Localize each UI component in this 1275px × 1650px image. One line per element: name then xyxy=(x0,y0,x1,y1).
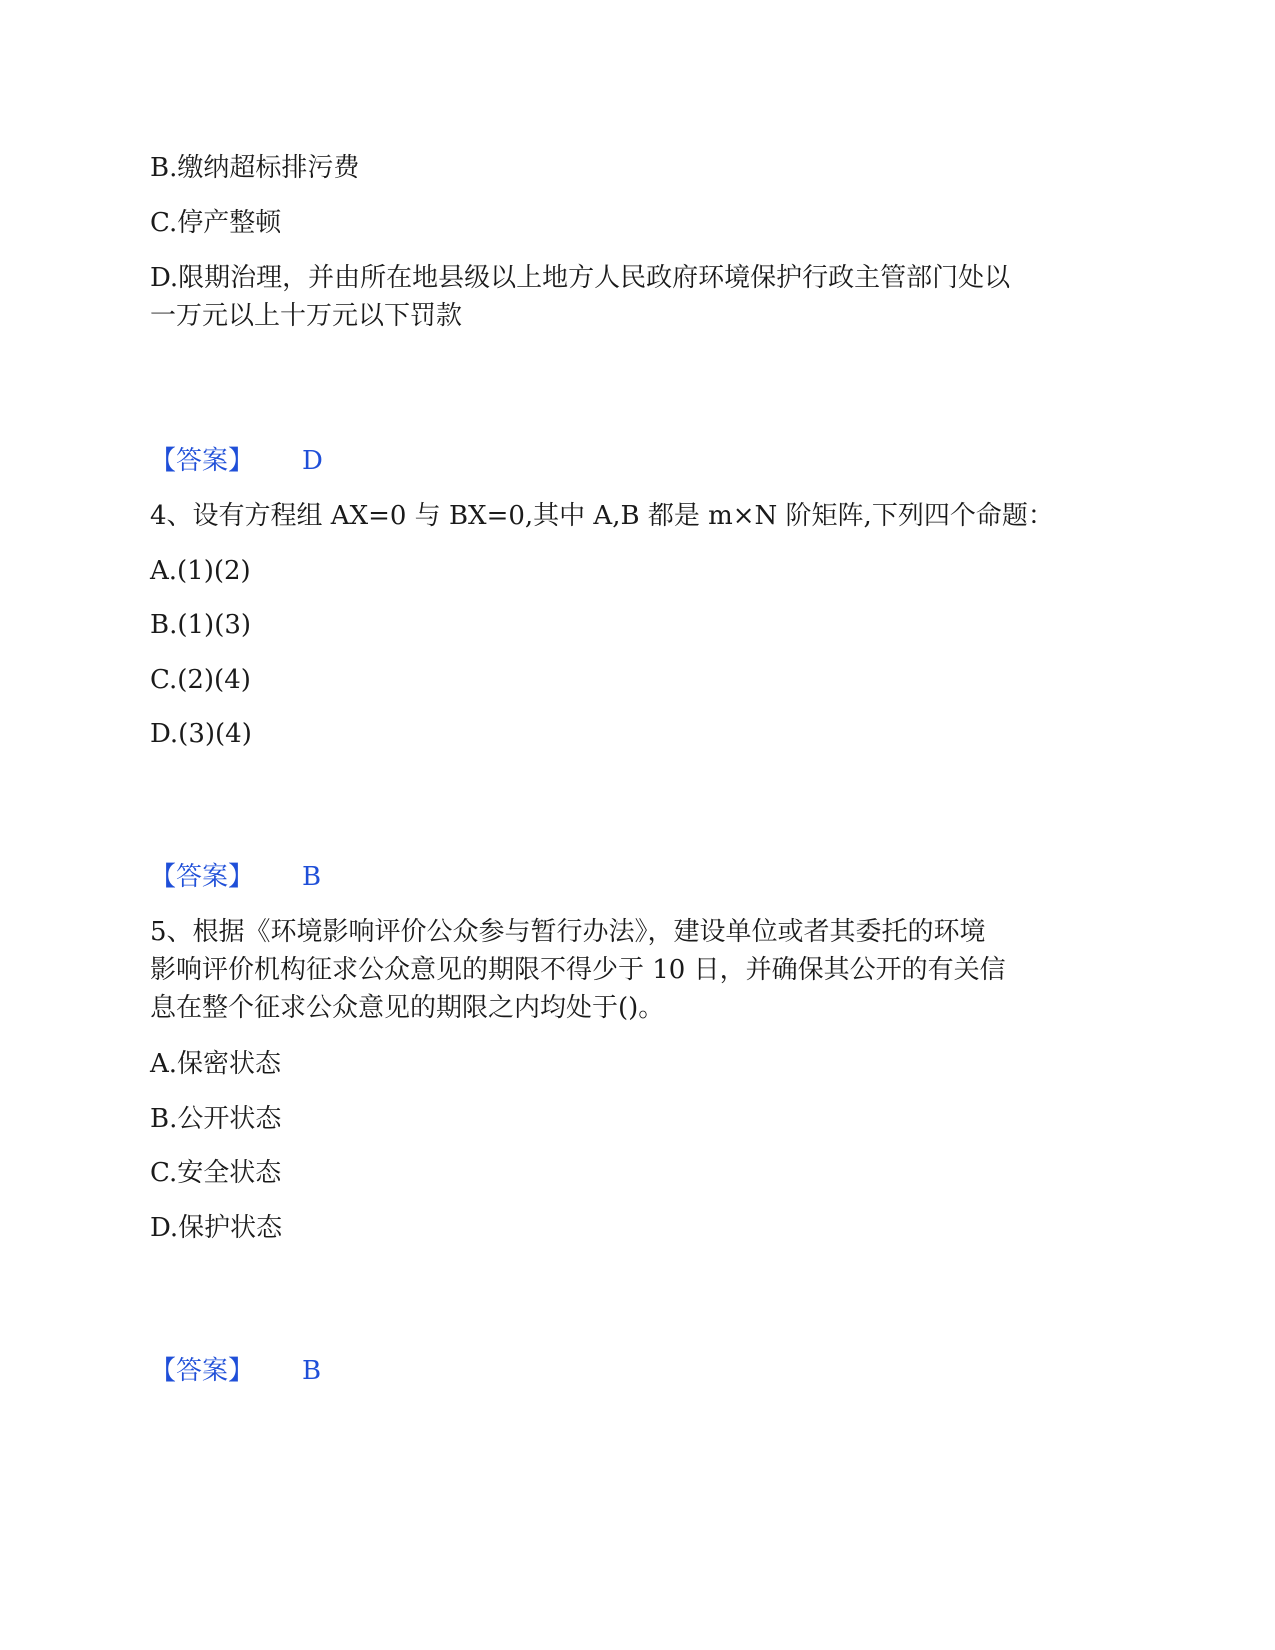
q3-answer xyxy=(150,441,323,481)
answer-label: 【答案】 xyxy=(150,862,255,892)
q5-option-c: C.安全状态 xyxy=(150,1158,282,1188)
q5-option-b: B.公开状态 xyxy=(150,1104,282,1134)
q4-option-c: C.(2)(4) xyxy=(150,665,251,695)
answer-value: B xyxy=(302,862,322,892)
answer-label: 【答案】 xyxy=(150,1356,255,1386)
q5-option-d: D.保护状态 xyxy=(150,1213,283,1243)
answer-value: D xyxy=(302,446,323,476)
q4-option-b: B.(1)(3) xyxy=(150,610,252,640)
q3-option-c: C.停产整顿 xyxy=(150,208,282,238)
q5-option-a: A.保密状态 xyxy=(150,1049,282,1079)
q4-answer xyxy=(150,857,321,897)
q3-option-d: D.限期治理，并由所在地县级以上地方人民政府环境保护行政主管部门处以 xyxy=(150,263,1011,293)
q3-option-b: B.缴纳超标排污费 xyxy=(150,153,360,183)
q4-option-d: D.(3)(4) xyxy=(150,719,252,749)
answer-label: 【答案】 xyxy=(150,446,255,476)
q5-stem-line-3: 息在整个征求公众意见的期限之内均处于()。 xyxy=(150,993,665,1023)
answer-value: B xyxy=(302,1356,322,1386)
q5-stem-line-1: 5、根据《环境影响评价公众参与暂行办法》，建设单位或者其委托的环境 xyxy=(150,917,986,947)
q4-option-a: A.(1)(2) xyxy=(150,556,251,586)
q5-stem-line-2: 影响评价机构征求公众意见的期限不得少于 10 日，并确保其公开的有关信 xyxy=(150,955,1006,985)
q4-stem: 4、设有方程组 AX=0 与 BX=0,其中 A,B 都是 m×N 阶矩阵,下列四个命题： xyxy=(150,501,1054,531)
q3-option-d-continued: 一万元以上十万元以下罚款 xyxy=(150,301,463,331)
q5-answer xyxy=(150,1351,321,1391)
